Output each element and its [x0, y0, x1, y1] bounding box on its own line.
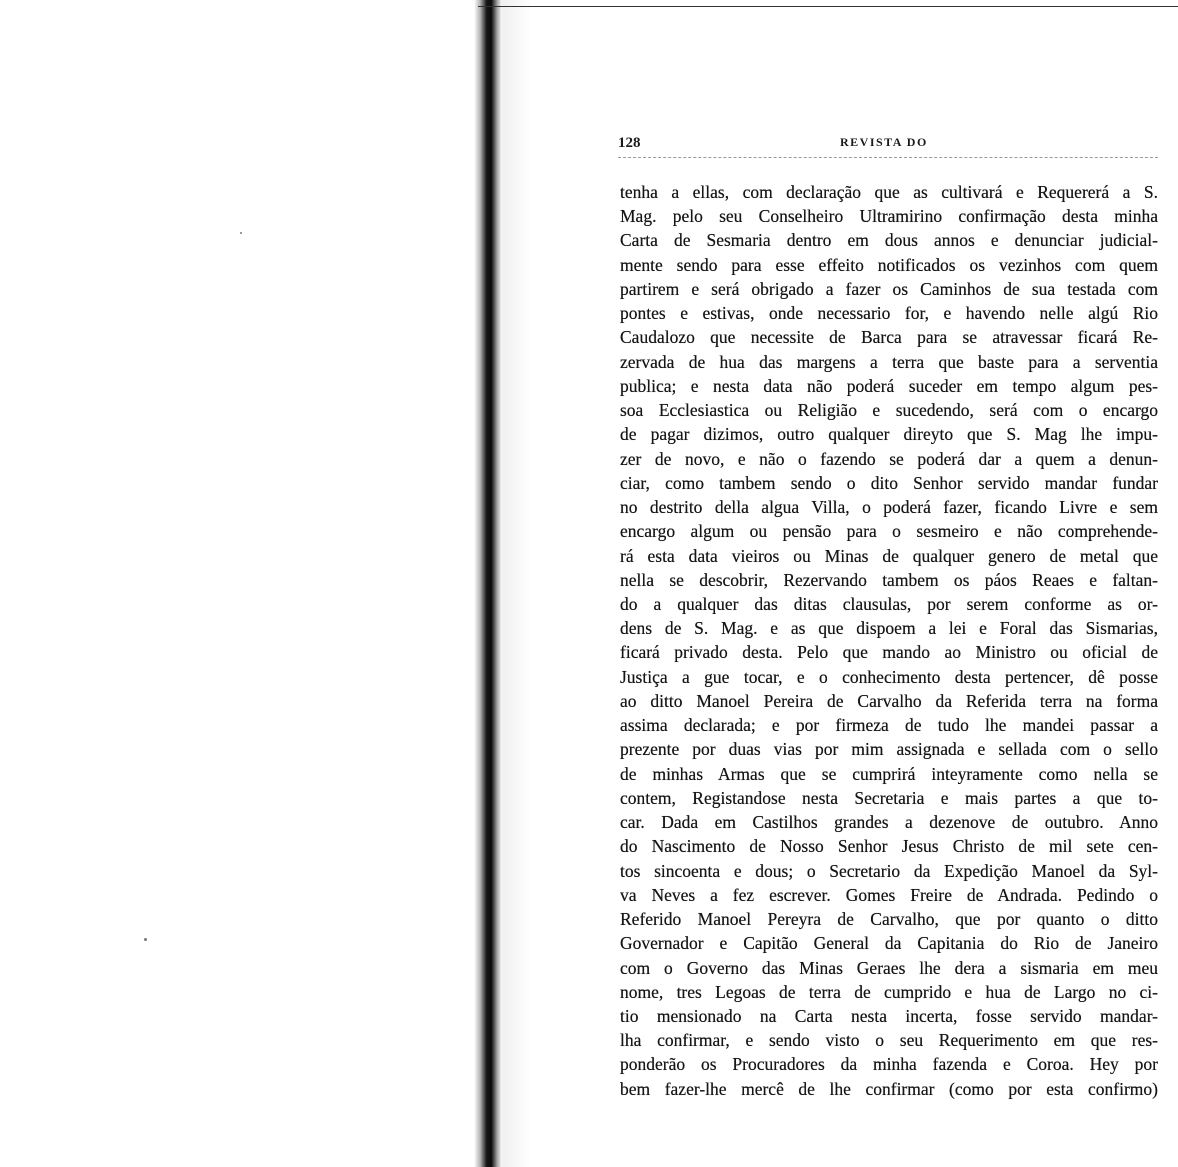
text-line: partirem e será obrigado a fazer os Caminhos de sua testada com	[620, 278, 1158, 299]
text-line: no destrito della algua Villa, o poderá fazer, ficando Livre e sem	[620, 497, 1158, 518]
gutter-shadow	[502, 0, 532, 1167]
text-line: de pagar dizimos, outro qualquer direyto que S. Mag lhe impu-	[620, 424, 1158, 445]
text-line: Carta de Sesmaria dentro em dous annos e denunciar judicial-	[620, 230, 1158, 251]
text-line: nome, tres Legoas de terra de cumprido e hua de Largo no ci-	[620, 981, 1158, 1002]
text-line: contem, Registandose nesta Secretaria e mais partes a que to-	[620, 787, 1158, 808]
scan-speck	[240, 232, 242, 234]
text-line: mente sendo para esse effeito notificados os vezinhos com quem	[620, 254, 1158, 275]
text-line: lha confirmar, e sendo visto o seu Requerimento em que res-	[620, 1030, 1158, 1051]
book-gutter	[474, 0, 502, 1167]
text-line: tenha a ellas, com declaração que as cultivará e Requererá a S.	[620, 182, 1158, 202]
text-line: com o Governo das Minas Geraes lhe dera a sismaria em meu	[620, 957, 1158, 978]
text-line: ficará privado desta. Pelo que mando ao Ministro ou oficial de	[620, 642, 1158, 663]
text-line: car. Dada em Castilhos grandes a dezenove de outubro. Anno	[620, 812, 1158, 833]
text-line: de minhas Armas que se cumprirá inteyramente como nella se	[620, 763, 1158, 784]
text-line: zervada de hua das margens a terra que baste para a serventia	[620, 351, 1158, 372]
text-line: Justiça a gue tocar, e o conhecimento desta pertencer, dê posse	[620, 666, 1158, 687]
text-line: publica; e nesta data não poderá suceder em tempo algum pes-	[620, 375, 1158, 396]
text-line: Caudalozo que necessite de Barca para se atravessar ficará Re-	[620, 327, 1158, 348]
scan-speck	[144, 938, 147, 941]
text-line: dens de S. Mag. e as que dispoem a lei e Foral das Sismarias,	[620, 618, 1158, 639]
text-line: bem fazer-lhe mercê de lhe confirmar (como por esta confirmo)	[620, 1078, 1158, 1099]
text-line: pontes e estivas, onde necessario for, e havendo nelle algú Rio	[620, 303, 1158, 324]
text-line: Referido Manoel Pereyra de Carvalho, que por quanto o ditto	[620, 909, 1158, 930]
text-line: ciar, como tambem sendo o dito Senhor servido mandar fundar	[620, 472, 1158, 493]
text-line: do a qualquer das ditas clausulas, por serem conforme as or-	[620, 593, 1158, 614]
text-line: rá esta data vieiros ou Minas de qualquer genero de metal que	[620, 545, 1158, 566]
body-text	[620, 180, 1158, 1101]
text-line: Governador e Capitão General da Capitania do Rio de Janeiro	[620, 933, 1158, 954]
text-line: ponderão os Procuradores da minha fazenda e Coroa. Hey por	[620, 1054, 1158, 1075]
text-line: ao ditto Manoel Pereira de Carvalho da Referida terra na forma	[620, 690, 1158, 711]
text-line: Mag. pelo seu Conselheiro Ultramirino confirmação desta minha	[620, 206, 1158, 227]
page-number: 128	[618, 135, 641, 151]
text-line: va Neves a fez escrever. Gomes Freire de Andrada. Pedindo o	[620, 884, 1158, 905]
text-line: tos sincoenta e dous; o Secretario da Expedição Manoel da Syl-	[620, 860, 1158, 881]
text-line: zer de novo, e não o fazendo se poderá dar a quem a denun-	[620, 448, 1158, 469]
text-line: prezente por duas vias por mim assignada e sellada com o sello	[620, 739, 1158, 760]
header-rule	[618, 157, 1158, 158]
text-line: encargo algum ou pensão para o sesmeiro e não comprehende-	[620, 521, 1158, 542]
text-line: tio mensionado na Carta nesta incerta, fosse servido mandar-	[620, 1005, 1158, 1026]
text-line: assima declarada; e por firmeza de tudo lhe mandei passar a	[620, 715, 1158, 736]
page-top-edge	[478, 6, 1178, 7]
running-head: REVISTA DO	[840, 135, 928, 149]
text-line: nella se descobrir, Rezervando tambem os páos Reaes e faltan-	[620, 569, 1158, 590]
text-line: do Nascimento de Nosso Senhor Jesus Christo de mil sete cen-	[620, 836, 1158, 857]
text-line: soa Ecclesiastica ou Religião e sucedendo, será com o encargo	[620, 400, 1158, 421]
